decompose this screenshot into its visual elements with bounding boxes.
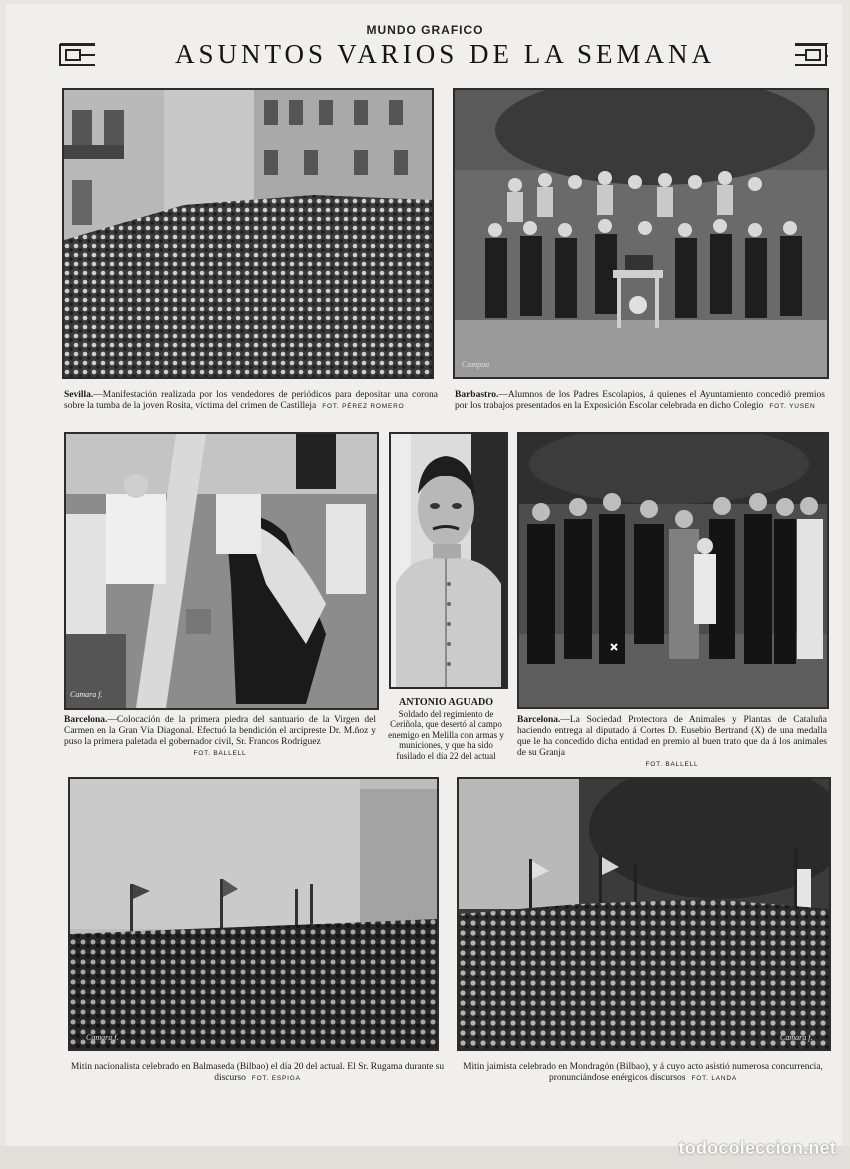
caption-place: Barcelona.: [64, 715, 108, 725]
caption-text: Mitin nacionalista celebrado en Balmaseda (Bilbao) el día 20 del actual. El Sr. Rugama durante su discurso: [70, 1062, 445, 1083]
photo-barbastro: [453, 88, 829, 379]
photo-sevilla: [62, 88, 434, 379]
photo-credit: FOT. PÉREZ ROMERO: [322, 403, 405, 410]
caption-place: Barcelona.: [517, 715, 561, 725]
caption-text: Mitin jaimista celebrado en Mondragón (Bilbao), y á cuyo acto asistió numerosa concurrencia, pronunciándose enérgicos discursos: [463, 1062, 823, 1083]
photo-antonio-aguado: [389, 432, 508, 689]
caption-text: —Alumnos de los Padres Escolapios, á quienes el Ayuntamiento concedió premios por los trabajos presentados en la Exposición Escolar celebrada en dicho Colegio: [455, 390, 825, 411]
caption-balmaseda: [70, 1062, 445, 1084]
photo-barcelona-piedra: [64, 432, 379, 710]
caption-mondragon: [457, 1062, 829, 1084]
watermark: todocoleccion.net: [678, 1138, 836, 1158]
caption-text: —La Sociedad Protectora de Animales y Plantas de Cataluña haciendo entrega al diputado á Cortes D. Eusebio Bertrand (X) de una medalla que le ha concedido dicha entidad en premio al buen trato que da á los animales de su Granja: [517, 715, 827, 758]
photo-barcelona-medalla: [517, 432, 829, 709]
photo-signature: Camara f.: [70, 690, 103, 699]
photo-credit: FOT. LANDA: [691, 1075, 738, 1082]
left-ornament-icon: [58, 42, 98, 68]
photo-mondragon: [457, 777, 831, 1051]
caption-text: —Colocación de la primera piedra del santuario de la Virgen del Carmen en la Gran Vía Diagonal. Efectuó la bendición el arcipreste Dr. M.ñoz y puso la primera paletada el gobernador civil, Sr. Francos Rodríguez: [64, 715, 376, 747]
caption-barbastro: [455, 390, 825, 412]
photo-signature: Campua: [462, 360, 490, 369]
photo-credit: FOT. BALLELL: [645, 761, 699, 768]
photo-credit: FOT. ESPIGA: [251, 1075, 301, 1082]
photo-credit: FOT. YUSEN: [769, 403, 816, 410]
photo-credit: FOT. BALLELL: [193, 750, 247, 757]
caption-antonio-aguado: [386, 698, 506, 761]
photo-signature: Camara f.: [780, 1033, 813, 1042]
magazine-name: MUNDO GRAFICO: [366, 23, 484, 37]
portrait-name: ANTONIO AGUADO: [399, 697, 493, 708]
caption-barcelona-piedra: [64, 715, 376, 759]
caption-text: Soldado del regimiento de Ceriñola, que desertó al campo enemigo en Melilla con armas y municiones, y que ha sido fusilado el día 22 del actual: [388, 708, 504, 761]
caption-barcelona-medalla: [517, 715, 827, 770]
page-title: ASUNTOS VARIOS DE LA SEMANA: [95, 42, 795, 66]
caption-place: Sevilla.: [64, 390, 94, 400]
caption-place: Barbastro.: [455, 390, 499, 400]
caption-sevilla: [64, 390, 438, 412]
photo-signature: Camara f.: [86, 1033, 119, 1042]
photo-balmaseda: [68, 777, 439, 1051]
caption-text: —Manifestación realizada por los vendedores de periódicos para depositar una corona sobre la tumba de la joven Rosita, víctima del crimen de Castilleja: [64, 390, 438, 411]
